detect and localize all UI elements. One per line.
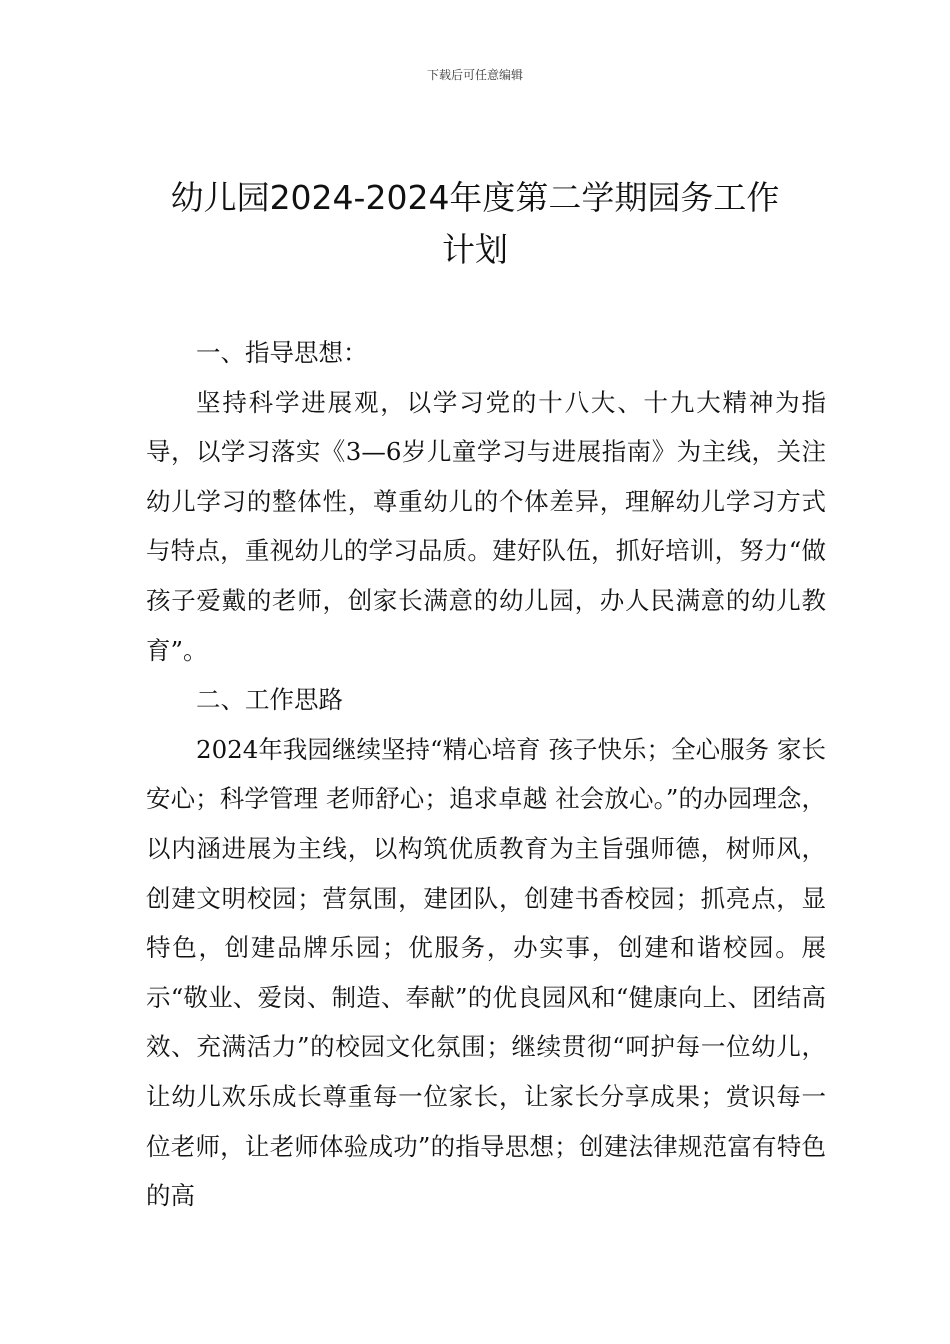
paragraph-guiding-ideology: 坚持科学进展观，以学习党的十八大、十九大精神为指导，以学习落实《3—6岁儿童学习与进展指南》为主线，关注幼儿学习的整体性，尊重幼儿的个体差异，理解幼儿学习方式与特点，重视幼儿的学习品质。建好队伍，抓好培训，努力“做孩子爱戴的老师，创家长满意的幼儿园，办人民满意的幼儿教育”。 xyxy=(146,387,826,665)
title-line-2: 计划 xyxy=(442,230,508,269)
section-heading-work-approach: 二、工作思路 xyxy=(196,685,343,715)
title-line-1: 幼儿园2024-2024年度第二学期园务工作 xyxy=(170,178,780,217)
document-body xyxy=(146,328,826,1221)
paragraph-work-approach: 2024年我园继续坚持“精心培育 孩子快乐；全心服务 家长安心；科学管理 老师舒心；追求卓越 社会放心。”的办园理念，以内涵进展为主线，以构筑优质教育为主旨强师德，树师风，创建文明校园；营氛围，建团队，创建书香校园；抓亮点，显特色，创建品牌乐园；优服务，办实事，创建和谐校园。展示“敬业、爱岗、制造、奉献”的优良园风和“健康向上、团结高效、充满活力”的校园文化氛围；继续贯彻“呵护每一位幼儿，让幼儿欢乐成长尊重每一位家长，让家长分享成果；赏识每一位老师，让老师体验成功”的指导思想；创建法律规范富有特色的高 xyxy=(146,734,826,1211)
section-heading-guiding-ideology: 一、指导思想： xyxy=(196,338,368,367)
page-header-note: 下载后可任意编辑 xyxy=(426,68,523,82)
document-title xyxy=(120,172,830,276)
